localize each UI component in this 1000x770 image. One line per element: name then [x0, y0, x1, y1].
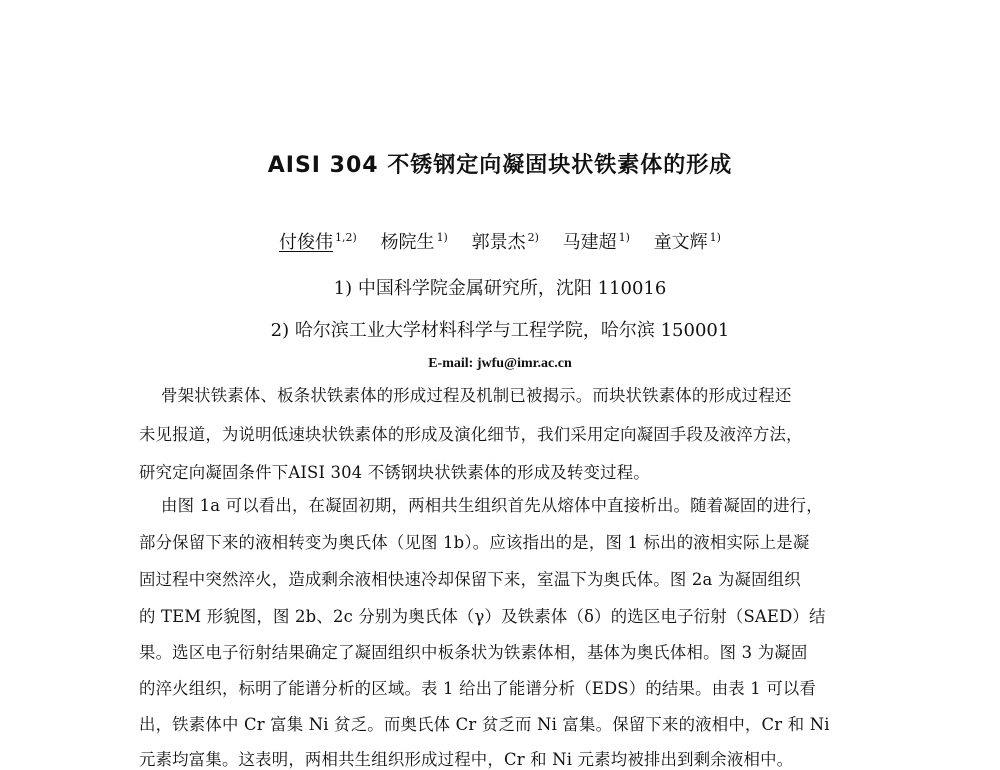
author-affiliation-mark: 1) [618, 231, 630, 244]
author-affiliation-mark: 1,2) [335, 231, 357, 244]
author-1 [279, 232, 357, 253]
body-line: 部分保留下来的液相转变为奥氏体（见图 1b）。应该指出的是，图 1 标出的液相实际上是凝 [139, 533, 810, 552]
body-line: 固过程中突然淬火，造成剩余液相快速冷却保留下来，室温下为奥氏体。图 2a 为凝固组织 [139, 570, 801, 589]
affiliation-2: 2) 哈尔滨工业大学材料科学与工程学院，哈尔滨 150001 [270, 320, 730, 341]
author-name: 杨院生 [380, 232, 435, 253]
author-3 [472, 232, 539, 253]
author-name: 郭景杰 [471, 232, 526, 253]
author-name: 马建超 [562, 232, 617, 253]
author-4 [563, 232, 630, 253]
author-5 [654, 232, 721, 253]
author-affiliation-mark: 1) [709, 231, 721, 244]
author-2 [381, 232, 448, 253]
author-name: 童文辉 [653, 232, 708, 253]
body-line: 研究定向凝固条件下AISI 304 不锈钢块状铁素体的形成及转变过程。 [139, 463, 650, 482]
contact-email: E-mail: jwfu@imr.ac.cn [428, 356, 572, 371]
author-name: 付俊伟 [279, 232, 334, 253]
body-line: 骨架状铁素体、板条状铁素体的形成过程及机制已被揭示。而块状铁素体的形成过程还 [161, 386, 792, 405]
body-line: 未见报道，为说明低速块状铁素体的形成及演化细节，我们采用定向凝固手段及液淬方法， [139, 425, 803, 444]
body-line: 由图 1a 可以看出，在凝固初期，两相共生组织首先从熔体中直接析出。随着凝固的进行， [161, 496, 823, 515]
body-line: 出，铁素体中 Cr 富集 Ni 贫乏。而奥氏体 Cr 贫乏而 Ni 富集。保留下来的液相中，Cr 和 Ni [139, 715, 830, 734]
author-affiliation-mark: 2) [527, 231, 539, 244]
body-line: 果。选区电子衍射结果确定了凝固组织中板条状为铁素体相，基体为奥氏体相。图 3 为凝固 [139, 643, 808, 662]
body-line: 的 TEM 形貌图，图 2b、2c 分别为奥氏体（γ）及铁素体（δ）的选区电子衍射（SAED）结 [139, 607, 826, 626]
body-line: 的淬火组织，标明了能谱分析的区域。表 1 给出了能谱分析（EDS）的结果。由表 1 可以看 [139, 679, 817, 698]
body-line: 元素均富集。这表明，两相共生组织形成过程中，Cr 和 Ni 元素均被排出到剩余液相中。 [139, 750, 794, 769]
author-list [0, 228, 1000, 254]
affiliation-1: 1) 中国科学院金属研究所，沈阳 110016 [333, 278, 667, 299]
author-affiliation-mark: 1) [436, 231, 448, 244]
paper-title: AISI 304 不锈钢定向凝固块状铁素体的形成 [267, 153, 733, 178]
